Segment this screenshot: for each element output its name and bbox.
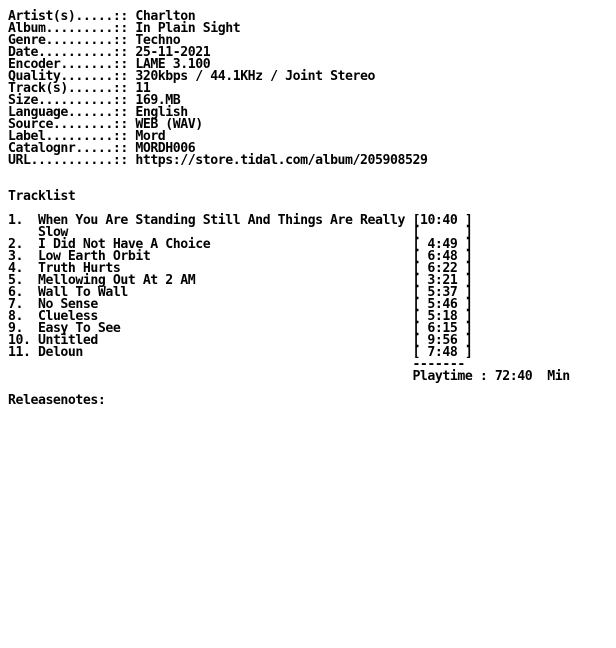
info-key: Artist(s).....:: — [8, 9, 128, 24]
info-key: Label.........:: — [8, 129, 128, 144]
track-number: 2. — [8, 237, 31, 252]
track-title: No Sense — [37, 297, 98, 312]
info-value: https://store.tidal.com/album/205908529 — [135, 153, 428, 168]
track-number: 9. — [8, 321, 31, 336]
playtime: Playtime : 72:40 Min — [412, 369, 570, 384]
info-value: WEB (WAV) — [135, 117, 203, 132]
track-duration: [ 9:56 ] — [412, 333, 473, 348]
track-duration: [ 5:46 ] — [412, 297, 473, 312]
releasenotes-heading: Releasenotes: — [8, 393, 106, 408]
info-key: URL...........:: — [8, 153, 128, 168]
track-title: Wall To Wall — [37, 285, 128, 300]
track-title: Clueless — [37, 309, 98, 324]
track-title: Low Earth Orbit — [37, 249, 151, 264]
track-title: Truth Hurts — [37, 261, 121, 276]
track-duration: [ 6:22 ] — [412, 261, 473, 276]
info-value: English — [135, 105, 188, 120]
info-value: LAME 3.100 — [135, 57, 211, 72]
info-key: Quality.......:: — [8, 69, 128, 84]
track-title: When You Are Standing Still And Things Are Really — [37, 213, 405, 228]
info-key: Catalognr.....:: — [8, 141, 128, 156]
info-key: Language......:: — [8, 105, 128, 120]
info-key: Genre.........:: — [8, 33, 128, 48]
info-value: In Plain Sight — [135, 21, 241, 36]
info-row — [8, 155, 570, 167]
track-title: Untitled — [37, 333, 98, 348]
track-title: Deloun — [37, 345, 83, 360]
track-title: Mellowing Out At 2 AM — [37, 273, 196, 288]
track-number: 10. — [8, 333, 31, 348]
track-title: Easy To See — [37, 321, 121, 336]
track-number: 11. — [8, 345, 31, 360]
track-duration: [ 4:49 ] — [412, 237, 473, 252]
info-key: Source........:: — [8, 117, 128, 132]
track-number: 1. — [8, 213, 31, 228]
info-value: 320kbps / 44.1KHz / Joint Stereo — [135, 69, 376, 84]
track-duration: [ 5:18 ] — [412, 309, 473, 324]
nfo-document — [8, 11, 570, 407]
info-value: Techno — [135, 33, 181, 48]
track-duration: [ 3:21 ] — [412, 273, 473, 288]
track-duration: [ 7:48 ] — [412, 345, 473, 360]
track-number: 3. — [8, 249, 31, 264]
track-title-continued: Slow — [37, 225, 68, 240]
playtime-divider: ------- — [412, 357, 465, 372]
track-number: 5. — [8, 273, 31, 288]
track-number: 8. — [8, 309, 31, 324]
info-key: Album.........:: — [8, 21, 128, 36]
track-duration-continued: [ ] — [412, 225, 473, 240]
info-value: 169.MB — [135, 93, 181, 108]
info-key: Date..........:: — [8, 45, 128, 60]
info-value: 25-11-2021 — [135, 45, 211, 60]
track-title: I Did Not Have A Choice — [37, 237, 211, 252]
track-number: 4. — [8, 261, 31, 276]
tracklist-heading: Tracklist — [8, 189, 76, 204]
track-duration: [ 5:37 ] — [412, 285, 473, 300]
info-value: Charlton — [135, 9, 196, 24]
tracklist — [8, 215, 570, 359]
info-value: MORDH006 — [135, 141, 196, 156]
info-key: Encoder.......:: — [8, 57, 128, 72]
track-duration: [ 6:15 ] — [412, 321, 473, 336]
info-key: Size..........:: — [8, 93, 128, 108]
track-duration: [10:40 ] — [412, 213, 473, 228]
release-info — [8, 11, 570, 167]
info-key: Track(s)......:: — [8, 81, 128, 96]
track-number: 6. — [8, 285, 31, 300]
track-number: 7. — [8, 297, 31, 312]
track-duration: [ 6:48 ] — [412, 249, 473, 264]
info-value: Mord — [135, 129, 166, 144]
info-value: 11 — [135, 81, 151, 96]
